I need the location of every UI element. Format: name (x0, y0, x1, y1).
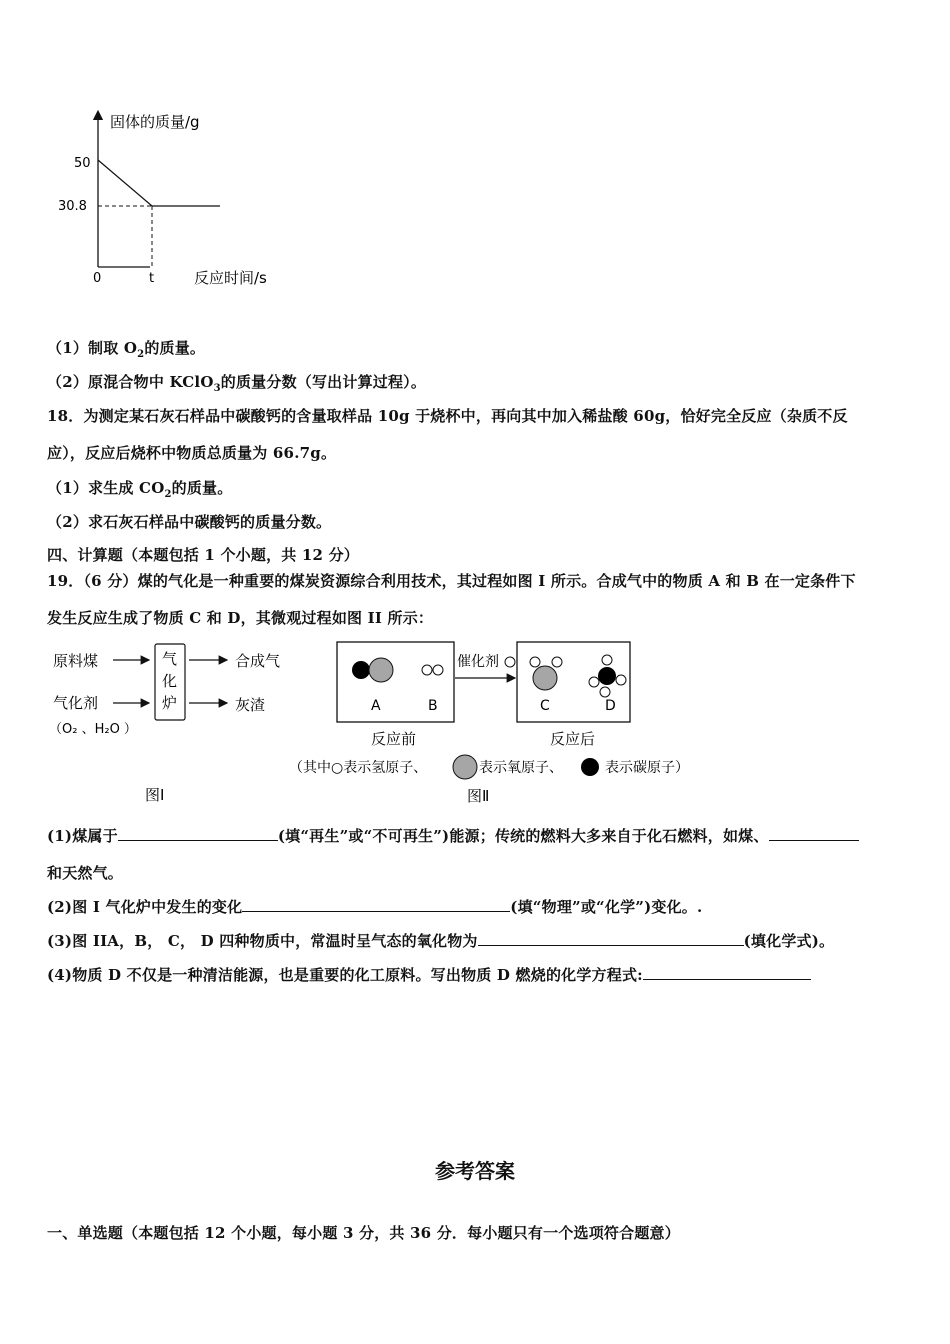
label-a: A (371, 698, 381, 714)
molecule-b-hydrogen-2 (433, 665, 443, 675)
answer-blank-1[interactable] (118, 826, 278, 841)
mass-decrease-line (98, 160, 152, 206)
molecule-a-carbon (352, 661, 370, 679)
label-c: C (540, 698, 550, 714)
agent-note: （O₂ 、H₂O ） (49, 722, 137, 737)
molecule-d-hydrogen-3 (616, 675, 626, 685)
q18-line1: 18．为测定某石灰石样品中碳酸钙的含量取样品 10g 于烧杯中，再向其中加入稀盐酸 60g，恰好完全反应（杂质不反 (47, 407, 848, 425)
figure-1-caption: 图Ⅰ (145, 786, 165, 804)
molecule-b-hydrogen-1 (422, 665, 432, 675)
raw-coal-label: 原料煤 (53, 652, 99, 670)
gasifier-char-3: 炉 (162, 694, 178, 712)
q17-part2: （2）原混合物中 KClO$_3$的质量分数（写出计算过程）。 (47, 373, 427, 394)
question-2: (2)图 I 气化炉中发生的变化 (填“物理”或“化学”)变化。. (47, 898, 703, 916)
x-axis-label: 反应时间/s (194, 269, 267, 287)
t-label: t (149, 271, 155, 286)
ash-label: 灰渣 (235, 696, 266, 714)
section-4-heading: 四、计算题（本题包括 1 个小题，共 12 分） (47, 546, 360, 564)
gasifying-agent-label: 气化剂 (53, 694, 99, 712)
question-4: (4)物质 D 不仅是一种清洁能源，也是重要的化工原料。写出物质 D 燃烧的化学方程式: (47, 964, 811, 985)
catalyst-label: 催化剂 (457, 654, 499, 670)
question-1: (1)煤属于 (填“再生”或“不可再生”)能源；传统的燃料大多来自于化石燃料，如煤、 (47, 825, 859, 846)
answer-blank-3[interactable] (242, 897, 510, 912)
label-d: D (605, 698, 616, 714)
legend-carbon-icon (581, 758, 599, 776)
question-3: (3)图 IIA，B， C， D 四种物质中，常温时呈气态的氧化物为 (填化学式)。 (47, 932, 835, 950)
question-1-cont: 和天然气。 (47, 864, 124, 882)
figure-2-caption: 图Ⅱ (467, 787, 490, 805)
q18-line2: 应），反应后烧杯中物质总质量为 66.7g。 (47, 444, 337, 462)
section-1-heading: 一、单选题（本题包括 12 个小题，每小题 3 分，共 36 分．每小题只有一个选项符合题意） (47, 1224, 680, 1242)
y-tick-30-8: 30.8 (58, 199, 87, 214)
syngas-label: 合成气 (235, 652, 281, 670)
figure-1-gasifier (45, 638, 305, 813)
molecule-d-hydrogen-2 (589, 677, 599, 687)
q17-part1: （1）制取 $O_2$的质量。 (47, 339, 206, 360)
legend-carbon: 表示碳原子） (605, 760, 689, 776)
y-axis-label: 固体的质量/g (110, 113, 200, 131)
legend-oxygen-icon (453, 755, 477, 779)
q18-part2: （2）求石灰石样品中碳酸钙的质量分数。 (47, 513, 332, 531)
q19-line1: 19．（6 分）煤的气化是一种重要的煤炭资源综合利用技术，其过程如图 I 所示。合成气中的物质 A 和 B 在一定条件下 (47, 572, 856, 590)
molecule-d-hydrogen-1 (602, 655, 612, 665)
q19-line2: 发生反应生成了物质 C 和 D，其微观过程如图 II 所示： (47, 609, 434, 627)
legend-hydrogen: （其中○表示氢原子、 (289, 760, 428, 776)
figure-2-reaction (285, 636, 725, 811)
legend-oxygen: 表示氧原子、 (479, 760, 563, 776)
molecule-c-oxygen (533, 666, 557, 690)
molecule-c-hydrogen-2 (552, 657, 562, 667)
gasifier-char-1: 气 (162, 650, 178, 668)
answers-title: 参考答案 (435, 1159, 515, 1183)
gasifier-char-2: 化 (162, 672, 178, 690)
answer-blank-5[interactable] (643, 965, 811, 980)
answer-blank-4[interactable] (478, 931, 744, 946)
q18-part1: （1）求生成 $CO_2$的质量。 (47, 479, 233, 500)
before-caption: 反应前 (371, 730, 417, 748)
y-tick-50: 50 (74, 156, 91, 171)
origin-label: 0 (93, 271, 102, 286)
molecule-d-carbon (598, 667, 616, 685)
molecule-c-hydrogen-1 (530, 657, 540, 667)
mass-time-graph (50, 105, 290, 295)
label-b: B (428, 698, 438, 714)
catalyst-hydrogen-atom (505, 657, 515, 667)
after-caption: 反应后 (550, 730, 596, 748)
molecule-d-hydrogen-4 (600, 687, 610, 697)
answer-blank-2[interactable] (769, 826, 859, 841)
molecule-a-oxygen (369, 658, 393, 682)
